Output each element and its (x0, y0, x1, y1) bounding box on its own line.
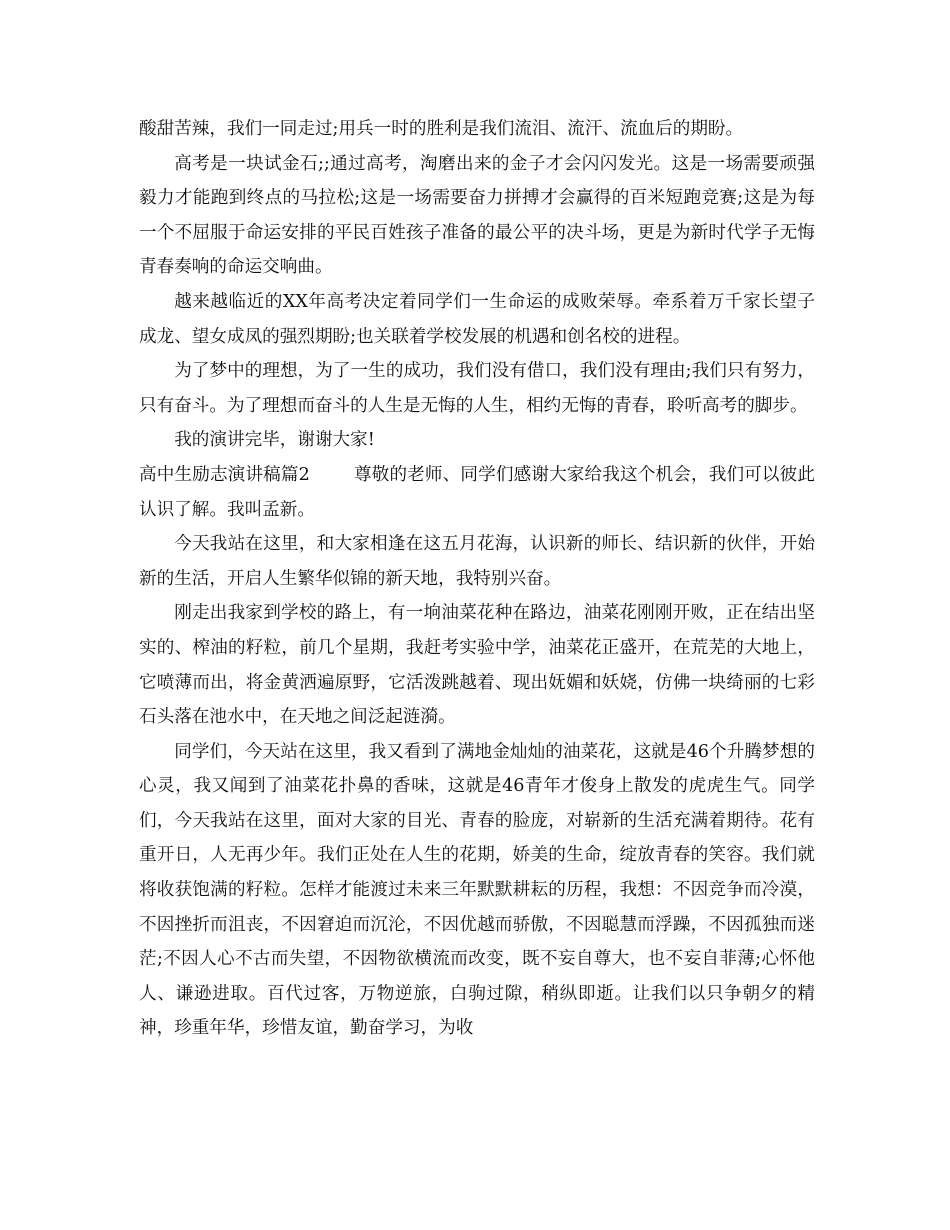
paragraph-standing-here: 今天我站在这里，和大家相逢在这五月花海，认识新的师长、结识新的伙伴，开始新的生活，开启人生繁华似锦的新天地，我特别兴奋。 (139, 534, 815, 589)
paragraph-dream-ideal: 为了梦中的理想，为了一生的成功，我们没有借口，我们没有理由;我们只有努力，只有奋斗。为了理想而奋斗的人生是无悔的人生，相约无悔的青春，聆听高考的脚步。 (139, 361, 815, 416)
paragraph-closing-thanks: 我的演讲完毕，谢谢大家! (174, 430, 375, 451)
document-body (139, 112, 815, 1046)
section-heading: 高中生励志演讲稿篇2 (139, 464, 310, 485)
paragraph-speech-2-intro (139, 458, 815, 527)
paragraph-gaokao-touchstone: 高考是一块试金石;;通过高考，淘磨出来的金子才会闪闪发光。这是一场需要顽强毅力才能跑到终点的马拉松;这是一场需要奋力拼搏才会赢得的百米短跑竞赛;这是为每一个不屈服于命运安排的平民百姓孩子准备的最公平的决斗场，更是为新时代学子无悔青春奏响的命运交响曲。 (139, 153, 815, 278)
paragraph-classmates: 同学们，今天站在这里，我又看到了满地金灿灿的油菜花，这就是46个升腾梦想的心灵，我又闻到了油菜花扑鼻的香味，这就是46青年才俊身上散发的虎虎生气。同学们，今天我站在这里，面对大家的目光、青春的脸庞，对崭新的生活充满着期待。花有重开日，人无再少年。我们正处在人生的花期，娇美的生命，绽放青春的笑容。我们就将收获饱满的籽粒。怎样才能渡过未来三年默默耕耘的历程，我想：不因竞争而冷漠，不因挫折而沮丧，不因窘迫而沉沦，不因优越而骄傲，不因聪慧而浮躁，不因孤独而迷茫;不因人心不古而失望，不因物欲横流而改变，既不妄自尊大，也不妄自菲薄;心怀他人、谦逊进取。百代过客，万物逆旅，白驹过隙，稍纵即逝。让我们以只争朝夕的精神，珍重年华，珍惜友谊，勤奋学习，为收 (139, 741, 815, 1039)
paragraph-opening: 酸甜苦辣，我们一同走过;用兵一时的胜利是我们流泪、流汗、流血后的期盼。 (139, 119, 744, 139)
paragraph-rapeseed-flowers: 刚走出我家到学校的路上，有一垧油菜花种在路边，油菜花刚刚开败，正在结出坚实的、榨油的籽粒，前几个星期，我赶考实验中学，油菜花正盛开，在荒芜的大地上，它喷薄而出，将金黄洒遍原野，它活泼跳越着、现出妩媚和妖娆，仿佛一块绮丽的七彩石头落在池水中，在天地之间泛起涟漪。 (139, 603, 815, 728)
paragraph-approaching-exam: 越来越临近的XX年高考决定着同学们一生命运的成败荣辱。牵系着万千家长望子成龙、望女成凤的强烈期盼;也关联着学校发展的机遇和创名校的进程。 (139, 291, 815, 347)
speech-2-greeting: 尊敬的老师、同学们感谢大家给我这个机会，我们可以彼此认识了解。我叫孟新。 (139, 464, 815, 520)
